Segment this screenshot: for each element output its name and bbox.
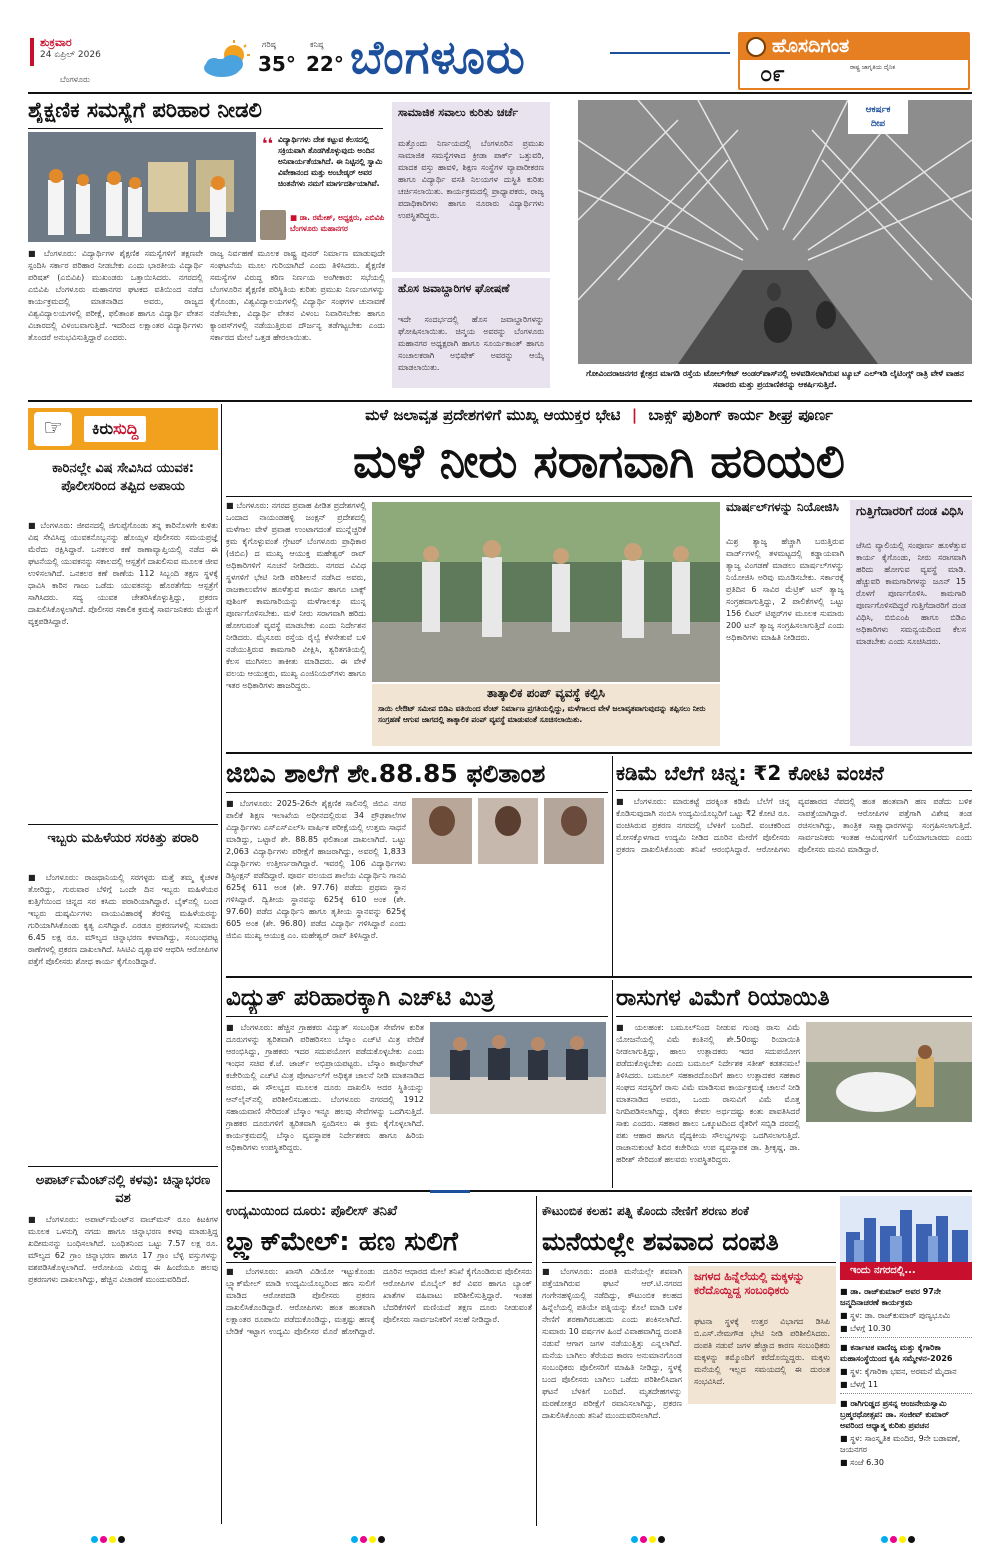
- ht-mitra-story: [226, 980, 608, 1188]
- gba-body-cont: [412, 868, 606, 972]
- contractor-fine-title: ಗುತ್ತಿಗೆದಾರರಿಗೆ ದಂಡ ವಿಧಿಸಿ: [856, 504, 964, 518]
- today-item-4: ■ ಕರ್ನಾಟಕ ವಾಣಿಜ್ಯ ಮತ್ತು ಕೈಗಾರಿಕಾ ಮಹಾಸಂಸ್ಥೆಯಿಂದ ಕೃಷಿ ಸಮ್ಮೇಳನ-2026: [840, 1343, 953, 1363]
- topper-photos: [412, 798, 606, 864]
- mid-rule: [226, 976, 972, 978]
- brand-box: [738, 32, 970, 90]
- tunnel-tag-line1: ಆಕರ್ಷಕ: [865, 105, 891, 115]
- blackmail-body: ■ ಬೆಂಗಳೂರು: ಖಾಸಗಿ ವಿಡಿಯೋ ಇಟ್ಟುಕೊಂಡು ಬ್ಲ್ಯಾಕ್‌ಮೇಲ್ ಮಾಡಿ ಉದ್ಯಮಿಯೊಬ್ಬರಿಂದ ಹಣ ಸುಲಿಗೆ ಮಾಡಿದ ಆರೋಪದಡಿ ಪೊಲೀಸರು ಪ್ರಕರಣ ದಾಖಲಿಸಿಕೊಂಡಿದ್ದಾರೆ. ಆರೋಪಿಗಳು ಹಂತ ಹಂತವಾಗಿ ಲಕ್ಷಾಂತರ ರೂಪಾಯಿ ಪಡೆದುಕೊಂಡಿದ್ದು, ಮತ್ತಷ್ಟು ಹಣಕ್ಕೆ ಬೇಡಿಕೆ ಇಟ್ಟಾಗ ಉದ್ಯಮಿ ಪೊಲೀಸರ ಮೊರೆ ಹೋಗಿದ್ದಾರೆ. ದೂರಿನ ಆಧಾರದ ಮೇಲೆ ತನಿಖೆ ಕೈಗೊಂಡಿರುವ ಪೊಲೀಸರು ಆರೋಪಿಗಳ ಮೊಬೈಲ್ ಕರೆ ವಿವರ ಹಾಗೂ ಬ್ಯಾಂಕ್ ಖಾತೆಗಳ ವಹಿವಾಟು ಪರಿಶೀಲಿಸುತ್ತಿದ್ದಾರೆ. ಇಂತಹ ಬೆದರಿಕೆಗಳಿಗೆ ಮಣಿಯದೆ ತಕ್ಷಣ ದೂರು ನೀಡುವಂತೆ ಪೊಲೀಸರು ಸಾರ್ವಜನಿಕರಿಗೆ ಸಲಹೆ ನೀಡಿದ್ದಾರೆ.: [226, 1267, 532, 1336]
- gba-body: ■ ಬೆಂಗಳೂರು: 2025-26ನೇ ಶೈಕ್ಷಣಿಕ ಸಾಲಿನಲ್ಲಿ ಜಿಬಿಎ ನಗರ ಪಾಲಿಕೆ ಶಿಕ್ಷಣ ಇಲಾಖೆಯ ಅಧೀನದಲ್ಲಿರುವ 34 ಪ್ರೌಢಶಾಲೆಗಳ ವಿದ್ಯಾರ್ಥಿಗಳು ಎಸ್‌ಎಸ್‌ಎಲ್‌ಸಿ ವಾರ್ಷಿಕ ಪರೀಕ್ಷೆಯಲ್ಲಿ ಉತ್ತಮ ಸಾಧನೆ ಮಾಡಿದ್ದು, ಒಟ್ಟಾರೆ ಶೇ. 88.85 ಫಲಿತಾಂಶ ದಾಖಲಾಗಿದೆ. ಒಟ್ಟು 2,063 ವಿದ್ಯಾರ್ಥಿಗಳು ಪರೀಕ್ಷೆಗೆ ಹಾಜರಾಗಿದ್ದು, ಅವರಲ್ಲಿ 1,833 ವಿದ್ಯಾರ್ಥಿಗಳು ಉತ್ತೀರ್ಣರಾಗಿದ್ದಾರೆ. ಇವರಲ್ಲಿ 106 ವಿದ್ಯಾರ್ಥಿಗಳು ಡಿಸ್ಟಿಂಕ್ಷನ್ ಪಡೆದಿದ್ದಾರೆ. ಪೂರ್ವ ವಲಯದ ಶಾಲೆಯ ವಿದ್ಯಾರ್ಥಿನಿ ಗಾನವಿ 625ಕ್ಕೆ 611 ಅಂಕ (ಶೇ. 97.76) ಪಡೆದು ಪ್ರಥಮ ಸ್ಥಾನ ಗಳಿಸಿದ್ದಾರೆ. ದ್ವಿತೀಯ ಸ್ಥಾನವನ್ನು 625ಕ್ಕೆ 610 ಅಂಕ (ಶೇ. 97.60) ಪಡೆದ ವಿದ್ಯಾರ್ಥಿನಿ ಹಾಗೂ ತೃತೀಯ ಸ್ಥಾನವನ್ನು 625ಕ್ಕೆ 605 ಅಂಕ (ಶೇ. 96.80) ಪಡೆದ ವಿದ್ಯಾರ್ಥಿ ಗಳಿಸಿದ್ದಾರೆ ಎಂದು ಜಿಬಿಎ ಮುಖ್ಯ ಆಯುಕ್ತ ಎಂ. ಮಹೇಶ್ವರ್ ರಾವ್ ತಿಳಿಸಿದ್ದಾರೆ.: [226, 799, 406, 940]
- kiru-badge: [28, 408, 218, 450]
- masthead: [0, 0, 1000, 95]
- gold-fraud-body: ■ ಬೆಂಗಳೂರು: ಮಾರುಕಟ್ಟೆ ದರಕ್ಕಿಂತ ಕಡಿಮೆ ಬೆಲೆಗೆ ಚಿನ್ನ ಕೊಡಿಸುವುದಾಗಿ ನಂಬಿಸಿ ಉದ್ಯಮಿಯೊಬ್ಬರಿಗೆ ಒಟ್ಟು ₹2 ಕೋಟಿ ರೂ. ವಂಚಿಸಿರುವ ಪ್ರಕರಣ ನಗರದಲ್ಲಿ ಬೆಳಕಿಗೆ ಬಂದಿದೆ. ವಂಚಕರಿಂದ ಮೋಸಕ್ಕೊಳಗಾದ ಉದ್ಯಮಿ ನೀಡಿದ ದೂರಿನ ಮೇರೆಗೆ ಪೊಲೀಸರು ಪ್ರಕರಣ ದಾಖಲಿಸಿಕೊಂಡು ತನಿಖೆ ಆರಂಭಿಸಿದ್ದಾರೆ. ಆರೋಪಿಗಳು ವ್ಯವಹಾರದ ನೆಪದಲ್ಲಿ ಹಂತ ಹಂತವಾಗಿ ಹಣ ಪಡೆದು ಬಳಿಕ ನಾಪತ್ತೆಯಾಗಿದ್ದಾರೆ. ಆರೋಪಿಗಳ ಪತ್ತೆಗಾಗಿ ವಿಶೇಷ ತಂಡ ರಚಿಸಲಾಗಿದ್ದು, ತಾಂತ್ರಿಕ ಸಾಕ್ಷ್ಯಾಧಾರಗಳನ್ನು ಸಂಗ್ರಹಿಸಲಾಗುತ್ತಿದೆ. ಸಾರ್ವಜನಿಕರು ಇಂತಹ ಆಮಿಷಗಳಿಗೆ ಬಲಿಯಾಗಬಾರದು ಎಂದು ಪೊಲೀಸರು ಮನವಿ ಮಾಡಿದ್ದಾರೆ.: [616, 797, 972, 854]
- brief2-headline: ಇಬ್ಬರು ಮಹಿಳೆಯರ ಸರಕಿತ್ತು ಪರಾರಿ: [47, 831, 199, 846]
- relatives-box: [688, 1266, 836, 1404]
- masthead-city-title: ಬೆಂಗಳೂರು: [350, 30, 526, 84]
- abvp-event-photo: [28, 132, 256, 242]
- topper-photo-3: [544, 798, 604, 864]
- couple-headline: ಮನೆಯಲ್ಲೇ ಶವವಾದ ದಂಪತಿ: [542, 1227, 779, 1256]
- pump-caption-title: ತಾತ್ಕಾಲಿಕ ಪಂಪ್ ವ್ಯವಸ್ಥೆ ಕಲ್ಪಿಸಿ: [487, 686, 605, 700]
- cattle-insurance-story: [616, 980, 972, 1188]
- kiru-vertical-rule: [221, 404, 222, 1524]
- today-header: ಇಂದು ನಗರದಲ್ಲಿ...: [840, 1262, 972, 1280]
- rain-body: ■ ಬೆಂಗಳೂರು: ನಗರದ ಪ್ರವಾಹ ಪೀಡಿತ ಪ್ರದೇಶಗಳಲ್ಲಿ ಒಂದಾದ ನಾಯಂಡಹಳ್ಳಿ ಜಂಕ್ಷನ್ ಪ್ರದೇಶದಲ್ಲಿ ಮಳೆಗಾಲ ವೇಳೆ ಪ್ರವಾಹ ಉಂಟಾಗದಂತೆ ಮುನ್ನೆಚ್ಚರಿಕೆ ಕ್ರಮ ಕೈಗೊಳ್ಳುವಂತೆ ಗ್ರೇಟರ್ ಬೆಂಗಳೂರು ಪ್ರಾಧಿಕಾರ (ಜಿಬಿಎ) ದ ಮುಖ್ಯ ಆಯುಕ್ತ ಮಹೇಶ್ವರ್ ರಾವ್ ಅಧಿಕಾರಿಗಳಿಗೆ ಸೂಚನೆ ನೀಡಿದರು. ನಗರದ ವಿವಿಧ ಸ್ಥಳಗಳಿಗೆ ಭೇಟಿ ನೀಡಿ ಪರಿಶೀಲನೆ ನಡೆಸಿದ ಅವರು, ರಾಜಕಾಲುವೆಗಳ ಹೂಳೆತ್ತುವ ಕಾರ್ಯ ಹಾಗೂ ಬಾಕ್ಸ್ ಪುಶಿಂಗ್ ಕಾಮಗಾರಿಯನ್ನು ಮಳೆಗಾಲಕ್ಕೂ ಮುನ್ನ ಪೂರ್ಣಗೊಳಿಸಬೇಕು. ಮಳೆ ನೀರು ಸರಾಗವಾಗಿ ಹರಿದು ಹೋಗುವಂತೆ ವ್ಯವಸ್ಥೆ ಮಾಡಬೇಕು ಎಂದು ನಿರ್ದೇಶನ ನೀಡಿದರು. ಮೈಸೂರು ರಸ್ತೆಯ ರೈಲ್ವೆ ಕೆಳಸೇತುವೆ ಬಳಿ ನಡೆಯುತ್ತಿರುವ ಕಾಮಗಾರಿ ವೀಕ್ಷಿಸಿ, ತ್ವರಿತಗತಿಯಲ್ಲಿ ಕೆಲಸ ಮುಗಿಸಲು ತಾಕೀತು ಮಾಡಿದರು. ಈ ವೇಳೆ ವಲಯ ಆಯುಕ್ತರು, ಮುಖ್ಯ ಎಂಜಿನಿಯರ್‌ಗಳು ಹಾಗೂ ಇತರ ಅಧಿಕಾರಿಗಳು ಹಾಜರಿದ್ದರು.: [226, 501, 366, 690]
- abvp-headline-rule: [28, 128, 383, 129]
- gba-vertical-rule: [612, 756, 613, 976]
- contractor-fine-body: ಜೆಸಿಬಿ ವ್ಯಾಲಿಯಲ್ಲಿ ಸಂಪೂರ್ಣ ಹೂಳೆತ್ತುವ ಕಾರ್ಯ ಕೈಗೊಂಡು, ನೀರು ಸರಾಗವಾಗಿ ಹರಿದು ಹೋಗುವ ವ್ಯವಸ್ಥೆ ಮಾಡಿ. ಹೆಚ್ಚುವರಿ ಕಾಮಗಾರಿಗಳನ್ನು ಜೂನ್ 15 ರೊಳಗೆ ಪೂರ್ಣಗೊಳಿಸಿ. ಕಾಮಗಾರಿ ಪೂರ್ಣಗೊಳಿಸದಿದ್ದರೆ ಗುತ್ತಿಗೆದಾರರಿಗೆ ದಂಡ ವಿಧಿಸಿ, ಬಿಬಿಎಂಪಿ ಹಾಗೂ ಬಿಡಿಎ ಅಧಿಕಾರಿಗಳು ಸಮನ್ವಯದಿಂದ ಕೆಲಸ ಮಾಡಬೇಕು ಎಂದು ಸೂಚಿಸಿದರು.: [856, 541, 966, 646]
- pump-caption-box: [372, 684, 720, 746]
- kiru-label-b: ಸುದ್ದಿ: [113, 419, 139, 438]
- gba-headline-rule: [226, 792, 608, 793]
- power-vertical-rule: [612, 980, 613, 1188]
- topper-photo-2: [478, 798, 538, 864]
- max-temp: 35°: [258, 52, 296, 76]
- registration-marks-far-right: [880, 1528, 916, 1544]
- gold-fraud-story: [616, 756, 972, 974]
- tunnel-tag: [848, 100, 908, 134]
- brief2-rule: [28, 1166, 218, 1167]
- social-issues-box: [392, 102, 550, 272]
- cattle-photo: [806, 1022, 972, 1122]
- lower-rule-accent: [430, 1190, 470, 1193]
- brief1-headline: ಕಾರಿನಲ್ಲೇ ವಿಷ ಸೇವಿಸಿದ ಯುವಕ: ಪೊಲೀಸರಿಂದ ತಪ್ಪಿದ ಅಪಾಯ: [52, 461, 194, 494]
- blackmail-story: [226, 1196, 532, 1526]
- relatives-box-body: ಘಟನಾ ಸ್ಥಳಕ್ಕೆ ಉತ್ತರ ವಿಭಾಗದ ಡಿಸಿಪಿ ಬಿ.ಎಸ್.ನೇಮಗೌಡ ಭೇಟಿ ನೀಡಿ ಪರಿಶೀಲಿಸಿದರು. ದಂಪತಿ ನಡುವೆ ಜಗಳ ಹೆಚ್ಚಾದ ಕಾರಣ ಸಂಬಂಧಿಕರು ಮಕ್ಕಳನ್ನು ತಮ್ಮೊಂದಿಗೆ ಕರೆದೊಯ್ದಿದ್ದರು. ಮಕ್ಕಳು ಮನೆಯಲ್ಲಿ ಇಲ್ಲದ ಸಮಯದಲ್ಲಿ ಈ ದುರಂತ ಸಂಭವಿಸಿದೆ.: [694, 1317, 830, 1386]
- ht-mitra-body: ■ ಬೆಂಗಳೂರು: ಹೆಚ್ಚಿನ ಗ್ರಾಹಕರು ವಿದ್ಯುತ್ ಸಂಬಂಧಿತ ಸೇವೆಗಳ ಕುರಿತ ದೂರುಗಳನ್ನು ತ್ವರಿತವಾಗಿ ಪರಿಹರಿಸಲು ಬೆಸ್ಕಾಂ ಎಚ್‌ಟಿ ಮಿತ್ರ ವೇದಿಕೆ ಆರಂಭಿಸಿದ್ದು, ಗ್ರಾಹಕರು ಇದರ ಸದುಪಯೋಗ ಪಡೆದುಕೊಳ್ಳಬೇಕು ಎಂದು ಇಂಧನ ಸಚಿವ ಕೆ.ಜೆ. ಜಾರ್ಜ್ ಅಭಿಪ್ರಾಯಪಟ್ಟರು. ಬೆಸ್ಕಾಂ ಕಾರ್ಪೊರೇಟ್ ಕಚೇರಿಯಲ್ಲಿ ಎಚ್‌ಟಿ ಮಿತ್ರ ಪೋರ್ಟಲ್‌ಗೆ ಅಧಿಕೃತ ಚಾಲನೆ ನೀಡಿ ಮಾತನಾಡಿದ ಅವರು, ಈ ಸೌಲಭ್ಯದ ಮೂಲಕ ದೂರು ದಾಖಲಿಸಿ ಅದರ ಸ್ಥಿತಿಯನ್ನು ಆನ್‌ಲೈನ್‌ನಲ್ಲಿ ಪರಿಶೀಲಿಸಬಹುದು. ಬೆಂಗಳೂರು ನಗರದಲ್ಲಿ 1912 ಸಹಾಯವಾಣಿ ಸೇರಿದಂತೆ ಬೆಸ್ಕಾಂ ಇನ್ನೂ ಹಲವು ಸೇವೆಗಳನ್ನು ಒದಗಿಸುತ್ತಿದೆ. ಗ್ರಾಹಕರ ದೂರುಗಳಿಗೆ ತ್ವರಿತವಾಗಿ ಸ್ಪಂದಿಸಲು ಈ ಕ್ರಮ ಕೈಗೊಳ್ಳಲಾಗಿದೆ. ಕಾರ್ಯಕ್ರಮದಲ್ಲಿ ಬೆಸ್ಕಾಂ ವ್ಯವಸ್ಥಾಪಕ ನಿರ್ದೇಶಕರು ಹಾಗೂ ಹಿರಿಯ ಅಧಿಕಾರಿಗಳು ಉಪಸ್ಥಿತರಿದ್ದರು.: [226, 1023, 424, 1152]
- rain-kicker-left: ಮಳೆ ಜಲಾವೃತ ಪ್ರದೇಶಗಳಿಗೆ ಮುಖ್ಯ ಆಯುಕ್ತರ ಭೇಟಿ: [365, 406, 621, 424]
- couple-body-cont: [688, 1408, 836, 1522]
- new-roles-body: ಇದೇ ಸಂದರ್ಭದಲ್ಲಿ ಹೊಸ ಜವಾಬ್ದಾರಿಗಳನ್ನು ಘೋಷಿಸಲಾಯಿತು. ಚಿನ್ಮಯ ಅವರನ್ನು ಬೆಂಗಳೂರು ಮಹಾನಗರ ಅಧ್ಯಕ್ಷರಾಗಿ ಹಾಗೂ ಸೂರ್ಯಕಾಂತ್ ಹಾಗೂ ಸಂಚಾಲಕರಾಗಿ ಅಭಿಷೇಕ್ ಅವರನ್ನು ಆಯ್ಕೆ ಮಾಡಲಾಯಿತು.: [398, 315, 544, 372]
- today-list: [840, 1286, 972, 1524]
- min-temp-label: ಕನಿಷ್ಠ: [310, 40, 324, 49]
- brand-logo-icon: [746, 37, 766, 57]
- gold-fraud-rule: [616, 790, 972, 791]
- brief2-body: ■ ಬೆಂಗಳೂರು: ರಾಜಧಾನಿಯಲ್ಲಿ ಸರಗಳ್ಳರು ಮತ್ತೆ ತಮ್ಮ ಕೈಚಳಕ ತೋರಿದ್ದು, ಗುರುವಾರ ಬೆಳಿಗ್ಗೆ ಒಂದೇ ದಿನ ಇಬ್ಬರು ಮಹಿಳೆಯರ ಕುತ್ತಿಗೆಯಿಂದ ಚಿನ್ನದ ಸರ ಕಸಿದು ಪರಾರಿಯಾಗಿದ್ದಾರೆ. ಬೈಕ್‌ನಲ್ಲಿ ಬಂದ ಇಬ್ಬರು ದುಷ್ಕರ್ಮಿಗಳು ವಾಯುವಿಹಾರಕ್ಕೆ ತೆರಳಿದ್ದ ಮಹಿಳೆಯರನ್ನು ಗುರಿಯಾಗಿಸಿಕೊಂಡು ಕೃತ್ಯ ಎಸಗಿದ್ದಾರೆ. ಎರಡೂ ಪ್ರಕರಣಗಳಲ್ಲಿ ಸುಮಾರು 6.45 ಲಕ್ಷ ರೂ. ಮೌಲ್ಯದ ಚಿನ್ನಾಭರಣ ಕಳವಾಗಿದ್ದು, ಸಂಬಂಧಪಟ್ಟ ಠಾಣೆಗಳಲ್ಲಿ ಪ್ರಕರಣ ದಾಖಲಾಗಿದೆ. ಸಿಸಿಟಿವಿ ದೃಶ್ಯಾವಳಿ ಆಧರಿಸಿ ಆರೋಪಿಗಳ ಪತ್ತೆಗೆ ಪೊಲೀಸರು ಶೋಧ ಕಾರ್ಯ ಕೈಗೊಂಡಿದ್ದಾರೆ.: [28, 873, 218, 966]
- social-issues-title: ಸಾಮಾಜಿಕ ಸವಾಲು ಕುರಿತು ಚರ್ಚೆ: [398, 106, 519, 119]
- abvp-headline: ಶೈಕ್ಷಣಿಕ ಸಮಸ್ಯೆಗೆ ಪರಿಹಾರ ನೀಡಲಿ: [28, 98, 262, 122]
- today-item-3: ■ ಬೆಳಗ್ಗೆ 10.30: [840, 1323, 972, 1338]
- abvp-quote-person: [260, 210, 286, 240]
- abvp-body-col1: ■ ಬೆಂಗಳೂರು: ವಿದ್ಯಾರ್ಥಿಗಳ ಶೈಕ್ಷಣಿಕ ಸಮಸ್ಯೆಗಳಿಗೆ ತಕ್ಷಣವೇ ಸ್ಪಂದಿಸಿ ಸರ್ಕಾರ ಪರಿಹಾರ ನೀಡಬೇಕು ಎಂದು ಭಾರತೀಯ ವಿದ್ಯಾರ್ಥಿ ಪರಿಷತ್ (ಎಬಿವಿಪಿ) ಮುಖಂಡರು ಒತ್ತಾಯಿಸಿದರು. ನಗರದಲ್ಲಿ ಎಬಿವಿಪಿ ಬೆಂಗಳೂರು ಮಹಾನಗರ ಘಟಕದ ವತಿಯಿಂದ ನಡೆದ ಕಾರ್ಯಕ್ರಮದಲ್ಲಿ ಮಾತನಾಡಿದ ಅವರು, ರಾಜ್ಯದ ವಿಶ್ವವಿದ್ಯಾಲಯಗಳಲ್ಲಿ ಪರೀಕ್ಷೆ, ಫಲಿತಾಂಶ ಹಾಗೂ ವಿದ್ಯಾರ್ಥಿ ವೇತನ ವಿಚಾರದಲ್ಲಿ ವಿಳಂಬವಾಗುತ್ತಿದೆ. ಇದರಿಂದ ಲಕ್ಷಾಂತರ ವಿದ್ಯಾರ್ಥಿಗಳು ತೊಂದರೆ ಅನುಭವಿಸುತ್ತಿದ್ದಾರೆ ಎಂದರು.: [28, 249, 203, 342]
- registration-marks-right: [630, 1528, 666, 1544]
- today-in-city: [840, 1196, 972, 1526]
- today-item-9: ■ ಸಂಜೆ 6.30: [840, 1458, 884, 1467]
- cattle-insurance-headline: ರಾಸುಗಳ ವಿಮೆಗೆ ರಿಯಾಯಿತಿ: [616, 985, 830, 1011]
- quote-mark-icon: ❛❛: [262, 134, 274, 153]
- rain-kicker-sep: |: [631, 406, 638, 424]
- pump-caption-body: ಸಾಯಿ ಲೇಔಟ್ ಸಮೀಪ ಬಿಡಿಎ ವತಿಯಿಂದ ವೆಂಟ್ ನಿರ್ಮಾಣ ಪ್ರಗತಿಯಲ್ಲಿದ್ದು, ಮಳೆಗಾಲದ ವೇಳೆ ಜಲಾವೃತವಾಗುವುದನ್ನು ತಪ್ಪಿಸಲು ನೀರು ಸಂಗ್ರಹಣೆ ಆಗುವ ಜಾಗದಲ್ಲಿ ತಾತ್ಕಾಲಿಕ ಪಂಪ್ ವ್ಯವಸ್ಥೆ ಮಾಡುವಂತೆ ಸೂಚಿಸಲಾಯಿತು.: [378, 704, 706, 724]
- couple-kicker: ಕೌಟುಂಬಿಕ ಕಲಹ: ಪತ್ನಿ ಕೊಂದು ನೇಣಿಗೆ ಶರಣು ಶಂಕೆ: [542, 1204, 749, 1218]
- marshals-title: ಮಾರ್ಷಲ್‌ಗಳನ್ನು ನಿಯೋಜಿಸಿ: [726, 500, 839, 514]
- masthead-date: 24 ಏಪ್ರಿಲ್ 2026: [40, 50, 101, 60]
- couple-body: ■ ಬೆಂಗಳೂರು: ದಂಪತಿ ಮನೆಯಲ್ಲೇ ಶವವಾಗಿ ಪತ್ತೆಯಾಗಿರುವ ಘಟನೆ ಆರ್.ಟಿ.ನಗರದ ಗಂಗೇನಹಳ್ಳಿಯಲ್ಲಿ ನಡೆದಿದ್ದು, ಕೌಟುಂಬಿಕ ಕಲಹದ ಹಿನ್ನೆಲೆಯಲ್ಲಿ ಪತಿಯೇ ಪತ್ನಿಯನ್ನು ಕೊಲೆ ಮಾಡಿ ಬಳಿಕ ನೇಣಿಗೆ ಶರಣಾಗಿರಬಹುದು ಎಂದು ಶಂಕಿಸಲಾಗಿದೆ. ಸುಮಾರು 10 ವರ್ಷಗಳ ಹಿಂದೆ ವಿವಾಹವಾಗಿದ್ದ ದಂಪತಿ ನಡುವೆ ಆಗಾಗ ಜಗಳ ನಡೆಯುತ್ತಿತ್ತು ಎನ್ನಲಾಗಿದೆ. ಮನೆಯ ಬಾಗಿಲು ತೆರೆಯದ ಕಾರಣ ಅನುಮಾನಗೊಂಡ ಸಂಬಂಧಿಕರು ಪೊಲೀಸರಿಗೆ ಮಾಹಿತಿ ನೀಡಿದ್ದು, ಸ್ಥಳಕ್ಕೆ ಬಂದ ಪೊಲೀಸರು ಬಾಗಿಲು ಒಡೆದು ಪರಿಶೀಲಿಸಿದಾಗ ಘಟನೆ ಬೆಳಕಿಗೆ ಬಂದಿದೆ. ಮೃತದೇಹಗಳನ್ನು ಮರಣೋತ್ತರ ಪರೀಕ್ಷೆಗೆ ರವಾನಿಸಲಾಗಿದ್ದು, ಪ್ರಕರಣ ದಾಖಲಿಸಿಕೊಂಡು ತನಿಖೆ ಮುಂದುವರಿಸಲಾಗಿದೆ.: [542, 1267, 682, 1420]
- rain-kicker-right: ಬಾಕ್ಸ್ ಪುಶಿಂಗ್ ಕಾರ್ಯ ಶೀಘ್ರ ಪೂರ್ಣ: [648, 406, 833, 424]
- rain-kicker: [226, 406, 972, 424]
- blackmail-headline: ಬ್ಲ್ಯಾಕ್‌ಮೇಲ್: ಹಣ ಸುಲಿಗೆ: [226, 1227, 458, 1257]
- abvp-quote-attribution: ■ ಡಾ. ರಮೇಶ್, ಅಧ್ಯಕ್ಷರು, ಎಬಿವಿಪಿ ಬೆಂಗಳೂರು ಮಹಾನಗರ: [290, 213, 385, 233]
- ht-mitra-headline: ವಿದ್ಯುತ್ ಪರಿಹಾರಕ್ಕಾಗಿ ಎಚ್‌ಟಿ ಮಿತ್ರ: [226, 985, 495, 1011]
- brief3-body: ■ ಬೆಂಗಳೂರು: ಅಪಾರ್ಟ್‌ಮೆಂಟ್‌ನ ವಾಚ್‌ಮನ್ ರೂಂ ಕಿಟಕಿಗಳ ಮೂಲಕ ಒಳನುಗ್ಗಿ ನಗದು ಹಾಗೂ ಚಿನ್ನಾಭರಣ ಕಳವು ಮಾಡುತ್ತಿದ್ದ ಖದೀಮನನ್ನು ಬಂಧಿಸಲಾಗಿದೆ. ಬಂಧಿತನಿಂದ ಒಟ್ಟು 7.57 ಲಕ್ಷ ರೂ. ಮೌಲ್ಯದ 62 ಗ್ರಾಂ ಚಿನ್ನಾಭರಣ ಹಾಗೂ 17 ಗ್ರಾಂ ಬೆಳ್ಳಿ ವಸ್ತುಗಳನ್ನು ವಶಪಡಿಸಿಕೊಳ್ಳಲಾಗಿದೆ. ಆರೋಪಿಯ ವಿರುದ್ಧ ಈ ಹಿಂದೆಯೂ ಹಲವು ಪ್ರಕರಣಗಳು ದಾಖಲಾಗಿದ್ದು, ಹೆಚ್ಚಿನ ವಿಚಾರಣೆ ಮುಂದುವರಿದಿದೆ.: [28, 1215, 218, 1284]
- kiru-suddi-column: [28, 404, 218, 1534]
- cattle-insurance-body: ■ ಯಲಹಂಕ: ಬಮೂಲ್‌ನಿಂದ ನೀಡುವ ಗುಂಪು ರಾಸು ವಿಮೆ ಯೋಜನೆಯಲ್ಲಿ ವಿಮೆ ಕಂತಿನಲ್ಲಿ ಶೇ.50ರಷ್ಟು ರಿಯಾಯಿತಿ ನೀಡಲಾಗುತ್ತಿದ್ದು, ಹಾಲು ಉತ್ಪಾದಕರು ಇದರ ಸದುಪಯೋಗ ಪಡೆದುಕೊಳ್ಳಬೇಕು ಎಂದು ಬಮೂಲ್ ನಿರ್ದೇಶಕ ಸತೀಶ್ ಕಡತನಮಲೆ ತಿಳಿಸಿದರು. ಬಮೂಲ್ ಸಹಕಾರದೊಂದಿಗೆ ಹಾಲು ಉತ್ಪಾದಕರ ಸಹಕಾರ ಸಂಘದ ಸದಸ್ಯರಿಗೆ ರಾಸು ವಿಮೆ ಮಾಡಿಸುವ ಕಾರ್ಯಕ್ರಮಕ್ಕೆ ಚಾಲನೆ ನೀಡಿ ಮಾತನಾಡಿದ ಅವರು, ಒಂದು ರಾಸುವಿಗೆ ವಿಮೆ ಮೊತ್ತ ನಿಗದಿಪಡಿಸಲಾಗಿದ್ದು, ರೈತರು ಕೇವಲ ಅರ್ಧದಷ್ಟು ಕಂತು ಪಾವತಿಸಿದರೆ ಸಾಕು ಎಂದರು. ಸಹಕಾರ ಹಾಲು ಒಕ್ಕೂಟದಿಂದ ರೈತರಿಗೆ ಸಬ್ಸಿಡಿ ದರದಲ್ಲಿ ಪಶು ಆಹಾರ ಹಾಗೂ ವೈದ್ಯಕೀಯ ಸೌಲಭ್ಯಗಳನ್ನು ಒದಗಿಸಲಾಗುತ್ತಿದೆ. ರಾಜಾನುಕುಂಟೆ ಶಿಬಿರ ಕಚೇರಿಯ ಉಪ ವ್ಯವಸ್ಥಾಪಕ ಡಾ. ಶ್ರೀಕೃಷ್ಣ, ಡಾ. ಹರೀಶ್ ಸೇರಿದಂತೆ ಹಲವರು ಉಪಸ್ಥಿತರಿದ್ದರು.: [616, 1023, 800, 1164]
- relatives-box-title: ಜಗಳದ ಹಿನ್ನೆಲೆಯಲ್ಲಿ ಮಕ್ಕಳನ್ನು ಕರೆದೊಯ್ದಿದ್ದ ಸಂಬಂಧಿಕರು: [694, 1270, 805, 1297]
- lower-rule: [226, 1190, 972, 1192]
- masthead-divider: [28, 92, 972, 94]
- couple-death-story: [542, 1196, 836, 1526]
- couple-rule: [542, 1262, 836, 1263]
- masthead-blue-rule: [610, 52, 730, 54]
- blackmail-rule: [226, 1262, 532, 1263]
- today-item-6: ■ ಬೆಳಗ್ಗೆ 11: [840, 1379, 972, 1394]
- pointing-hand-icon: ☞: [34, 412, 72, 446]
- new-roles-title: ಹೊಸ ಜವಾಬ್ದಾರಿಗಳ ಘೋಷಣೆ: [398, 282, 510, 295]
- masthead-red-bar: [30, 38, 34, 66]
- brief3-headline: ಅಪಾರ್ಟ್‌ಮೆಂಟ್‌ನಲ್ಲಿ ಕಳವು: ಚಿನ್ನಾಭರಣ ವಶ: [35, 1173, 211, 1206]
- brand-tagline: ರಾಷ್ಟ್ರ ಜಾಗೃತಿಯ ದೈನಿಕ: [850, 64, 896, 71]
- today-item-8: ■ ಸ್ಥಳ: ಸಾಂಸ್ಕೃತಿಕ ಮಂದಿರ, 9ನೇ ಬಡಾವಣೆ, ಜಯನಗರ: [840, 1434, 961, 1454]
- masthead-city-small: ಬೆಂಗಳೂರು: [60, 75, 90, 84]
- brief1-rule: [28, 824, 218, 825]
- marshals-body: ಮಿಶ್ರ ತ್ಯಾಜ್ಯ ಹೆಚ್ಚಾಗಿ ಬರುತ್ತಿರುವ ವಾರ್ಡ್‌ಗಳಲ್ಲಿ ತಳಮಟ್ಟದಲ್ಲಿ ಕಡ್ಡಾಯವಾಗಿ ತ್ಯಾಜ್ಯ ವಿಂಗಡಣೆ ಮಾಡಲು ಮಾರ್ಷಲ್‌ಗಳನ್ನು ನಿಯೋಜಿಸಿ ಅರಿವು ಮೂಡಿಸಬೇಕು. ಸರ್ಕಾರಕ್ಕೆ ಪ್ರತಿದಿನ 6 ಸಾವಿರ ಮೆಟ್ರಿಕ್ ಟನ್ ತ್ಯಾಜ್ಯ ಸಂಗ್ರಹವಾಗುತ್ತಿದ್ದು, 2 ಪಾಲಿಕೆಗಳಲ್ಲಿ ಒಟ್ಟು 156 ಲಿಟರ್ ಟಿಪ್ಪರ್‌ಗಳ ಮೂಲಕ ಸುಮಾರು 200 ಟನ್ ತ್ಯಾಜ್ಯ ಸಂಗ್ರಹಿಸಲಾಗುತ್ತಿದೆ ಎಂದು ಅಧಿಕಾರಿಗಳು ಮಾಹಿತಿ ನೀಡಿದರು.: [726, 537, 844, 642]
- rain-headline: ಮಳೆ ನೀರು ಸರಾಗವಾಗಿ ಹರಿಯಲಿ: [353, 434, 845, 488]
- blackmail-vertical-rule: [536, 1196, 537, 1526]
- gold-fraud-headline: ಕಡಿಮೆ ಬೆಲೆಗೆ ಚಿನ್ನ: ₹2 ಕೋಟಿ ವಂಚನೆ: [616, 761, 884, 785]
- gba-results-story: [226, 756, 608, 974]
- brand-name: ಹೊಸದಿಗಂತ: [772, 35, 850, 57]
- marshals-box: [726, 500, 844, 746]
- contractor-fine-box: [850, 500, 972, 746]
- city-skyline-graphic: [840, 1196, 972, 1266]
- page-number: ೦೯: [760, 62, 785, 87]
- partly-cloudy-icon: [200, 40, 255, 80]
- kiru-label: [84, 416, 146, 442]
- ht-mitra-rule: [226, 1016, 608, 1017]
- tunnel-caption: ಗೋವಿಂದರಾಜನಗರ ಕ್ಷೇತ್ರದ ಮಾಗಡಿ ರಸ್ತೆಯ ಟೋಲ್‌ಗೇಟ್ ಅಂಡರ್‌ಪಾಸ್‌ನಲ್ಲಿ ಅಳವಡಿಸಲಾಗಿರುವ ಟ್ಯೂಬ್ ಎಲ್‌ಇಡಿ ಲೈಟಿಂಗ್ಸ್ ರಾತ್ರಿ ವೇಳೆ ವಾಹನ ಸವಾರರು ಮತ್ತು ಪ್ರಯಾಣಿಕರನ್ನು ಆಕರ್ಷಿಸುತ್ತಿದೆ.: [586, 369, 964, 389]
- today-item-1: ■ ಡಾ. ರಾಜ್‌ಕುಮಾರ್ ಅವರ 97ನೇ ಜನ್ಮದಿನಾಚರಣೆ ಕಾರ್ಯಕ್ರಮ: [840, 1287, 941, 1307]
- max-temp-label: ಗರಿಷ್ಠ: [262, 40, 276, 49]
- blackmail-kicker: ಉದ್ಯಮಿಯಿಂದ ದೂರು: ಪೊಲೀಸ್ ತನಿಖೆ: [226, 1204, 398, 1219]
- rain-headline-rule: [226, 496, 972, 497]
- kiru-label-a: ಕಿರು: [92, 419, 114, 438]
- masthead-day: ಶುಕ್ರವಾರ: [40, 36, 72, 49]
- today-item-7: ■ ರಾಗಿಗುಡ್ಡದ ಪ್ರಸನ್ನ ಆಂಜನೇಯಸ್ವಾಮಿ ಬ್ರಹ್ಮರಥೋತ್ಸವ: ಡಾ. ಸಂಜೀವ್ ಕುಮಾರ್ ಅವರಿಂದ ಆಧ್ಯಾತ್ಮ ಕುರಿತು ಪ್ರವಚನ: [840, 1399, 949, 1430]
- abvp-body-col2: ರಾಜ್ಯ ನಿರ್ವಹಣೆ ಮೂಲಕ ರಾಷ್ಟ್ರ ಪುನರ್ ನಿರ್ಮಾಣ ಮಾಡುವುದೇ ಸಂಘಟನೆಯ ಮೂಲ ಗುರಿಯಾಗಿದೆ ಎಂದು ತಿಳಿಸಿದರು. ಶೈಕ್ಷಣಿಕ ಸಮಸ್ಯೆಗಳ ವಿರುದ್ಧ ಕಠಿಣ ನಿರ್ಣಯ ಅಂಗೀಕಾರ: ಸಭೆಯಲ್ಲಿ ಬೆಂಗಳೂರಿನ ಶೈಕ್ಷಣಿಕ ಪರಿಸ್ಥಿತಿಯ ಕುರಿತು ಪ್ರಮುಖ ನಿರ್ಣಯಗಳನ್ನು ಕೈಗೊಂಡು, ವಿಶ್ವವಿದ್ಯಾಲಯಗಳಲ್ಲಿ ವಿದ್ಯಾರ್ಥಿ ಸಂಘಗಳ ಚುನಾವಣೆ ನಡೆಸಬೇಕು, ವಿದ್ಯಾರ್ಥಿ ವೇತನ ವಿಳಂಬ ನಿವಾರಿಸಬೇಕು ಹಾಗೂ ಕ್ಯಾಂಪಸ್‌ಗಳಲ್ಲಿ ನಡೆಯುತ್ತಿರುವ ದೌರ್ಜನ್ಯ ತಡೆಗಟ್ಟಬೇಕು ಎಂದು ಸರ್ಕಾರದ ಮೇಲೆ ಒತ್ತಡ ಹೇರಲಾಯಿತು.: [210, 249, 385, 342]
- rain-story: [226, 404, 972, 750]
- min-temp: 22°: [306, 52, 344, 76]
- today-item-2: ■ ಸ್ಥಳ: ಡಾ. ರಾಜ್‌ಕುಮಾರ್ ಪುಣ್ಯಭೂಮಿ: [840, 1311, 951, 1320]
- gba-headline: ಜಿಬಿಎ ಶಾಲೆಗೆ ಶೇ.88.85 ಫಲಿತಾಂಶ: [226, 759, 546, 788]
- registration-marks-center: [350, 1528, 386, 1544]
- brief1-body: ■ ಬೆಂಗಳೂರು: ಜೀವನದಲ್ಲಿ ಜಿಗುಪ್ಸೆಗೊಂಡು ತನ್ನ ಕಾರಿನೊಳಗೇ ಕುಳಿತು ವಿಷ ಸೇವಿಸಿದ್ದ ಯುವಕನೊಬ್ಬನನ್ನು ಹೊಯ್ಸಳ ಪೊಲೀಸರು ಸಮಯಪ್ರಜ್ಞೆ ಮೆರೆದು ರಕ್ಷಿಸಿದ್ದಾರೆ. ಒನಕಲರ ಕಣೆ ಠಾಣಾವ್ಯಾಪ್ತಿಯಲ್ಲಿ ನಡೆದ ಈ ಘಟನೆಯಲ್ಲಿ ಯುವಕನನ್ನು ಸಕಾಲದಲ್ಲಿ ಆಸ್ಪತ್ರೆಗೆ ದಾಖಲಿಸುವ ಮೂಲಕ ಜೀವ ಉಳಿಸಲಾಗಿದೆ. ಒನಕಲರ ಕಣೆ ಠಾಣೆಯ 112 ಸಿಬ್ಬಂದಿ ತಕ್ಷಣ ಸ್ಥಳಕ್ಕೆ ಧಾವಿಸಿ ಕಾರಿನ ಗಾಜು ಒಡೆದು ಯುವಕನನ್ನು ಹೊರತೆಗೆದು ಆಸ್ಪತ್ರೆಗೆ ಸಾಗಿಸಿದರು. ಸದ್ಯ ಯುವಕ ಚೇತರಿಸಿಕೊಳ್ಳುತ್ತಿದ್ದು, ಪ್ರಕರಣ ದಾಖಲಿಸಿಕೊಳ್ಳಲಾಗಿದೆ. ಪೊಲೀಸರ ಸಕಾಲಿಕ ಕ್ರಮಕ್ಕೆ ಸಾರ್ವಜನಿಕರು ಮೆಚ್ಚುಗೆ ವ್ಯಕ್ತಪಡಿಸಿದ್ದಾರೆ.: [28, 521, 218, 626]
- tunnel-tag-line2: ದೀಪ: [870, 119, 886, 129]
- rain-bottom-rule: [226, 752, 972, 754]
- new-roles-box: [392, 278, 550, 388]
- tunnel-photo: [578, 100, 972, 364]
- rain-inspection-photo: [372, 502, 720, 682]
- social-issues-body: ಮತ್ತೊಂದು ನಿರ್ಣಯದಲ್ಲಿ ಬೆಂಗಳೂರಿನ ಪ್ರಮುಖ ಸಾಮಾಜಿಕ ಸಮಸ್ಯೆಗಳಾದ ಕ್ರೀಡಾ ಪಾರ್ಕ್ ಒತ್ತುವರಿ, ಮಾದಕ ವಸ್ತು ಹಾವಳಿ, ಶಿಕ್ಷಣ ಸಂಸ್ಥೆಗಳ ವ್ಯಾಪಾರೀಕರಣ ಹಾಗೂ ವಿದ್ಯಾರ್ಥಿ ವಸತಿ ನಿಲಯಗಳ ದುಸ್ಥಿತಿ ಕುರಿತು ಚರ್ಚಿಸಲಾಯಿತು. ಕಾರ್ಯಕ್ರಮದಲ್ಲಿ ಪ್ರಾಧ್ಯಾಪಕರು, ರಾಜ್ಯ ಪದಾಧಿಕಾರಿಗಳು ಹಾಗೂ ನೂರಾರು ವಿದ್ಯಾರ್ಥಿಗಳು ಉಪಸ್ಥಿತರಿದ್ದರು.: [398, 139, 544, 220]
- ht-mitra-photo: [430, 1022, 606, 1114]
- cattle-insurance-rule: [616, 1016, 972, 1017]
- abvp-story: [28, 98, 548, 398]
- topper-photo-1: [412, 798, 472, 864]
- abvp-quote: ವಿದ್ಯಾರ್ಥಿಗಳು ದೇಶ ಕಟ್ಟುವ ಕೆಲಸದಲ್ಲಿ ಸಕ್ರಿಯವಾಗಿ ತೊಡಗಿಕೊಳ್ಳುವುದು ಅಂದಿನ ಅನಿವಾರ್ಯತೆಯಾಗಿದೆ. ಈ ನಿಟ್ಟಿನಲ್ಲಿ ಸ್ವಾಮಿ ವಿವೇಕಾನಂದ ಮತ್ತು ಅಂಬೇಡ್ಕರ್ ಅವರ ಚಿಂತನೆಗಳು ನಮಗೆ ಮಾರ್ಗದರ್ಶಿಯಾಗಿವೆ.: [278, 135, 383, 188]
- top-section-rule: [28, 400, 972, 402]
- registration-marks-left: [90, 1528, 126, 1544]
- today-item-5: ■ ಸ್ಥಳ: ಕೈಗಾರಿಕಾ ಭವನ, ಅರಮನೆ ಮೈದಾನ: [840, 1367, 957, 1376]
